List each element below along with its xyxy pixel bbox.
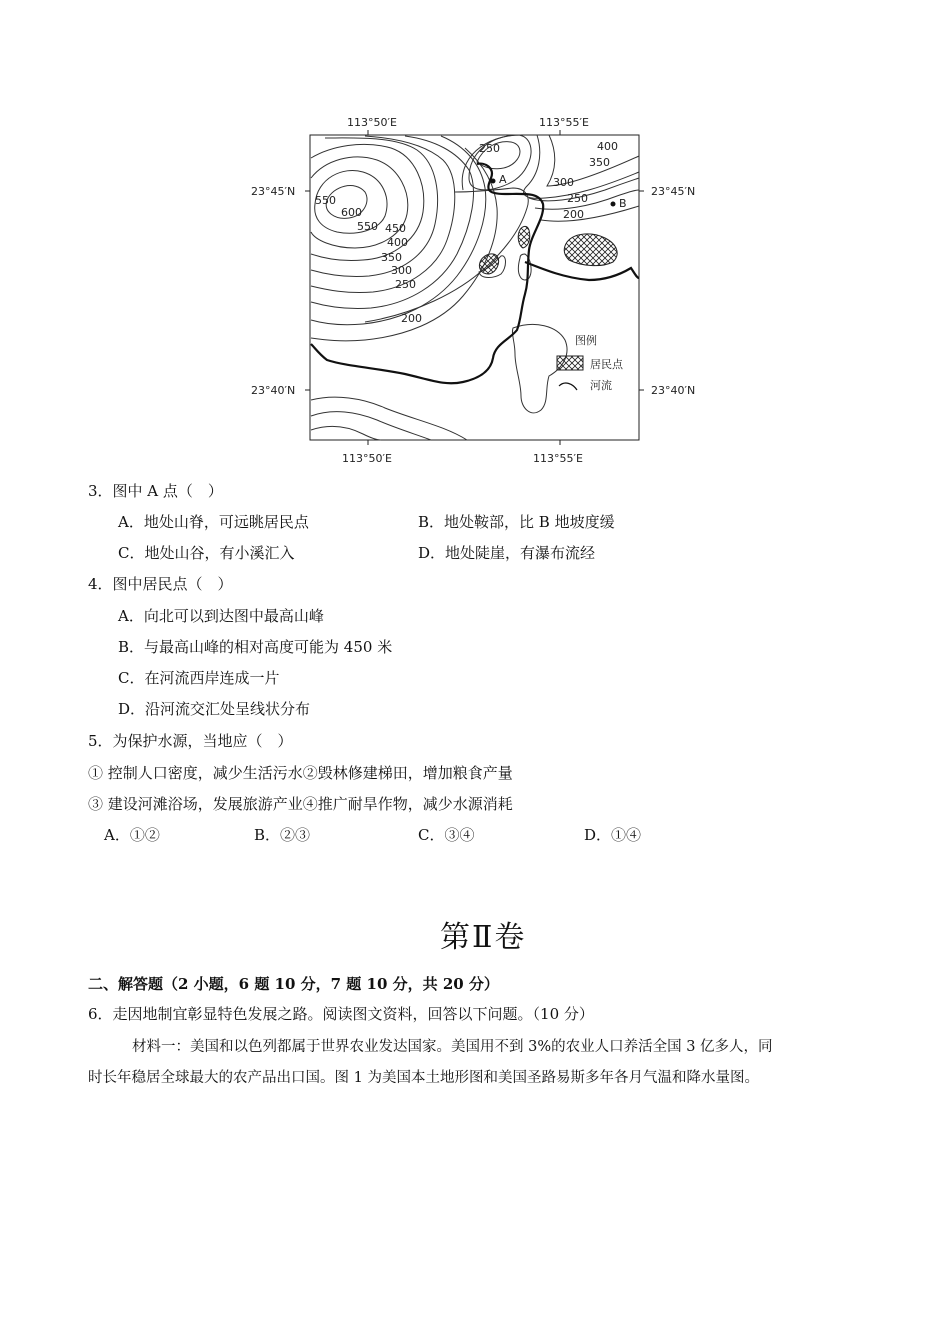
contour-label: 200 — [563, 208, 584, 221]
question-4-option-c[interactable]: C．在河流西岸连成一片 — [118, 669, 280, 687]
lowland-contours — [311, 188, 567, 440]
settlement-west — [479, 254, 498, 274]
map-legend — [557, 333, 624, 392]
point-b-marker — [611, 202, 616, 207]
contour-label: 450 — [385, 222, 406, 235]
contour-map-svg — [245, 108, 705, 468]
contour-label: 300 — [391, 264, 412, 277]
lat-label-top-left: 23°45′N — [251, 185, 296, 198]
question-6-stem: 6．走因地制宜彰显特色发展之路。阅读图文资料，回答以下问题。（10 分） — [88, 1005, 594, 1023]
question-5-option-b[interactable]: B．②③ — [254, 826, 311, 844]
material-1-line-2: 时长年稳居全球最大的农产品出口国。图 1 为美国本土地形图和美国圣路易斯多年各月气温和降水量图。 — [88, 1070, 759, 1086]
question-5-stem: 5．为保护水源，当地应（ ） — [88, 732, 293, 750]
contour-label: 250 — [567, 192, 588, 205]
material-1-line-1: 材料一：美国和以色列都属于世界农业发达国家。美国用不到 3%的农业人口养活全国 3 亿多人，同 — [132, 1039, 773, 1055]
lon-label-bottom-left: 113°50′E — [342, 452, 392, 465]
question-5-statement-line-1: ① 控制人口密度，减少生活污水②毁林修建梯田，增加粮食产量 — [88, 764, 513, 782]
settlement-east — [564, 234, 617, 266]
question-3-option-b[interactable]: B．地处鞍部，比 B 地坡度缓 — [418, 513, 615, 531]
question-3-option-c[interactable]: C．地处山谷，有小溪汇入 — [118, 544, 295, 562]
lon-label-top-right: 113°55′E — [539, 116, 589, 129]
contour-label: 200 — [401, 312, 422, 325]
rivers — [311, 164, 639, 384]
settlement-middle — [518, 226, 530, 248]
legend-settlement-label: 居民点 — [590, 358, 623, 371]
lon-label-top-left: 113°50′E — [347, 116, 397, 129]
lat-label-bottom-right: 23°40′N — [651, 384, 696, 397]
question-3-option-a[interactable]: A．地处山脊，可远眺居民点 — [118, 513, 309, 531]
contour-label: 300 — [553, 176, 574, 189]
legend-river-swatch — [559, 383, 577, 390]
legend-title: 图例 — [575, 334, 597, 347]
legend-settlement-swatch — [557, 356, 583, 370]
question-3-stem: 3．图中 A 点（ ） — [88, 482, 223, 500]
contour-label: 400 — [387, 236, 408, 249]
contour-label: 250 — [479, 142, 500, 155]
topographic-map — [245, 108, 705, 468]
contour-label: 550 — [357, 220, 378, 233]
question-3-option-d[interactable]: D．地处陡崖，有瀑布流经 — [418, 544, 596, 562]
question-4-option-a[interactable]: A．向北可以到达图中最高山峰 — [118, 607, 324, 625]
contour-label: 350 — [381, 251, 402, 264]
question-4-option-d[interactable]: D．沿河流交汇处呈线状分布 — [118, 700, 311, 718]
section-2-title: 第Ⅱ卷 — [440, 920, 527, 955]
question-4-stem: 4．图中居民点（ ） — [88, 575, 233, 593]
lon-label-bottom-right: 113°55′E — [533, 452, 583, 465]
settlements — [479, 226, 617, 274]
contour-label: 250 — [395, 278, 416, 291]
legend-river-label: 河流 — [590, 379, 612, 392]
question-4-option-b[interactable]: B．与最高山峰的相对高度可能为 450 米 — [118, 638, 393, 656]
contour-label: 600 — [341, 206, 362, 219]
question-5-option-a[interactable]: A．①② — [104, 826, 160, 844]
map-frame — [310, 135, 639, 440]
lat-label-bottom-left: 23°40′N — [251, 384, 296, 397]
contour-label: 400 — [597, 140, 618, 153]
lat-label-top-right: 23°45′N — [651, 185, 696, 198]
contour-label: 550 — [315, 194, 336, 207]
point-a-marker — [491, 179, 496, 184]
point-b-label: B — [619, 197, 627, 210]
point-a-label: A — [499, 173, 507, 186]
question-5-option-c[interactable]: C．③④ — [418, 826, 475, 844]
section-2-heading: 二、解答题（2 小题，6 题 10 分，7 题 10 分，共 20 分） — [88, 975, 499, 993]
question-5-option-d[interactable]: D．①④ — [584, 826, 642, 844]
question-5-statement-line-2: ③ 建设河滩浴场，发展旅游产业④推广耐旱作物，减少水源消耗 — [88, 795, 513, 813]
contour-label: 350 — [589, 156, 610, 169]
